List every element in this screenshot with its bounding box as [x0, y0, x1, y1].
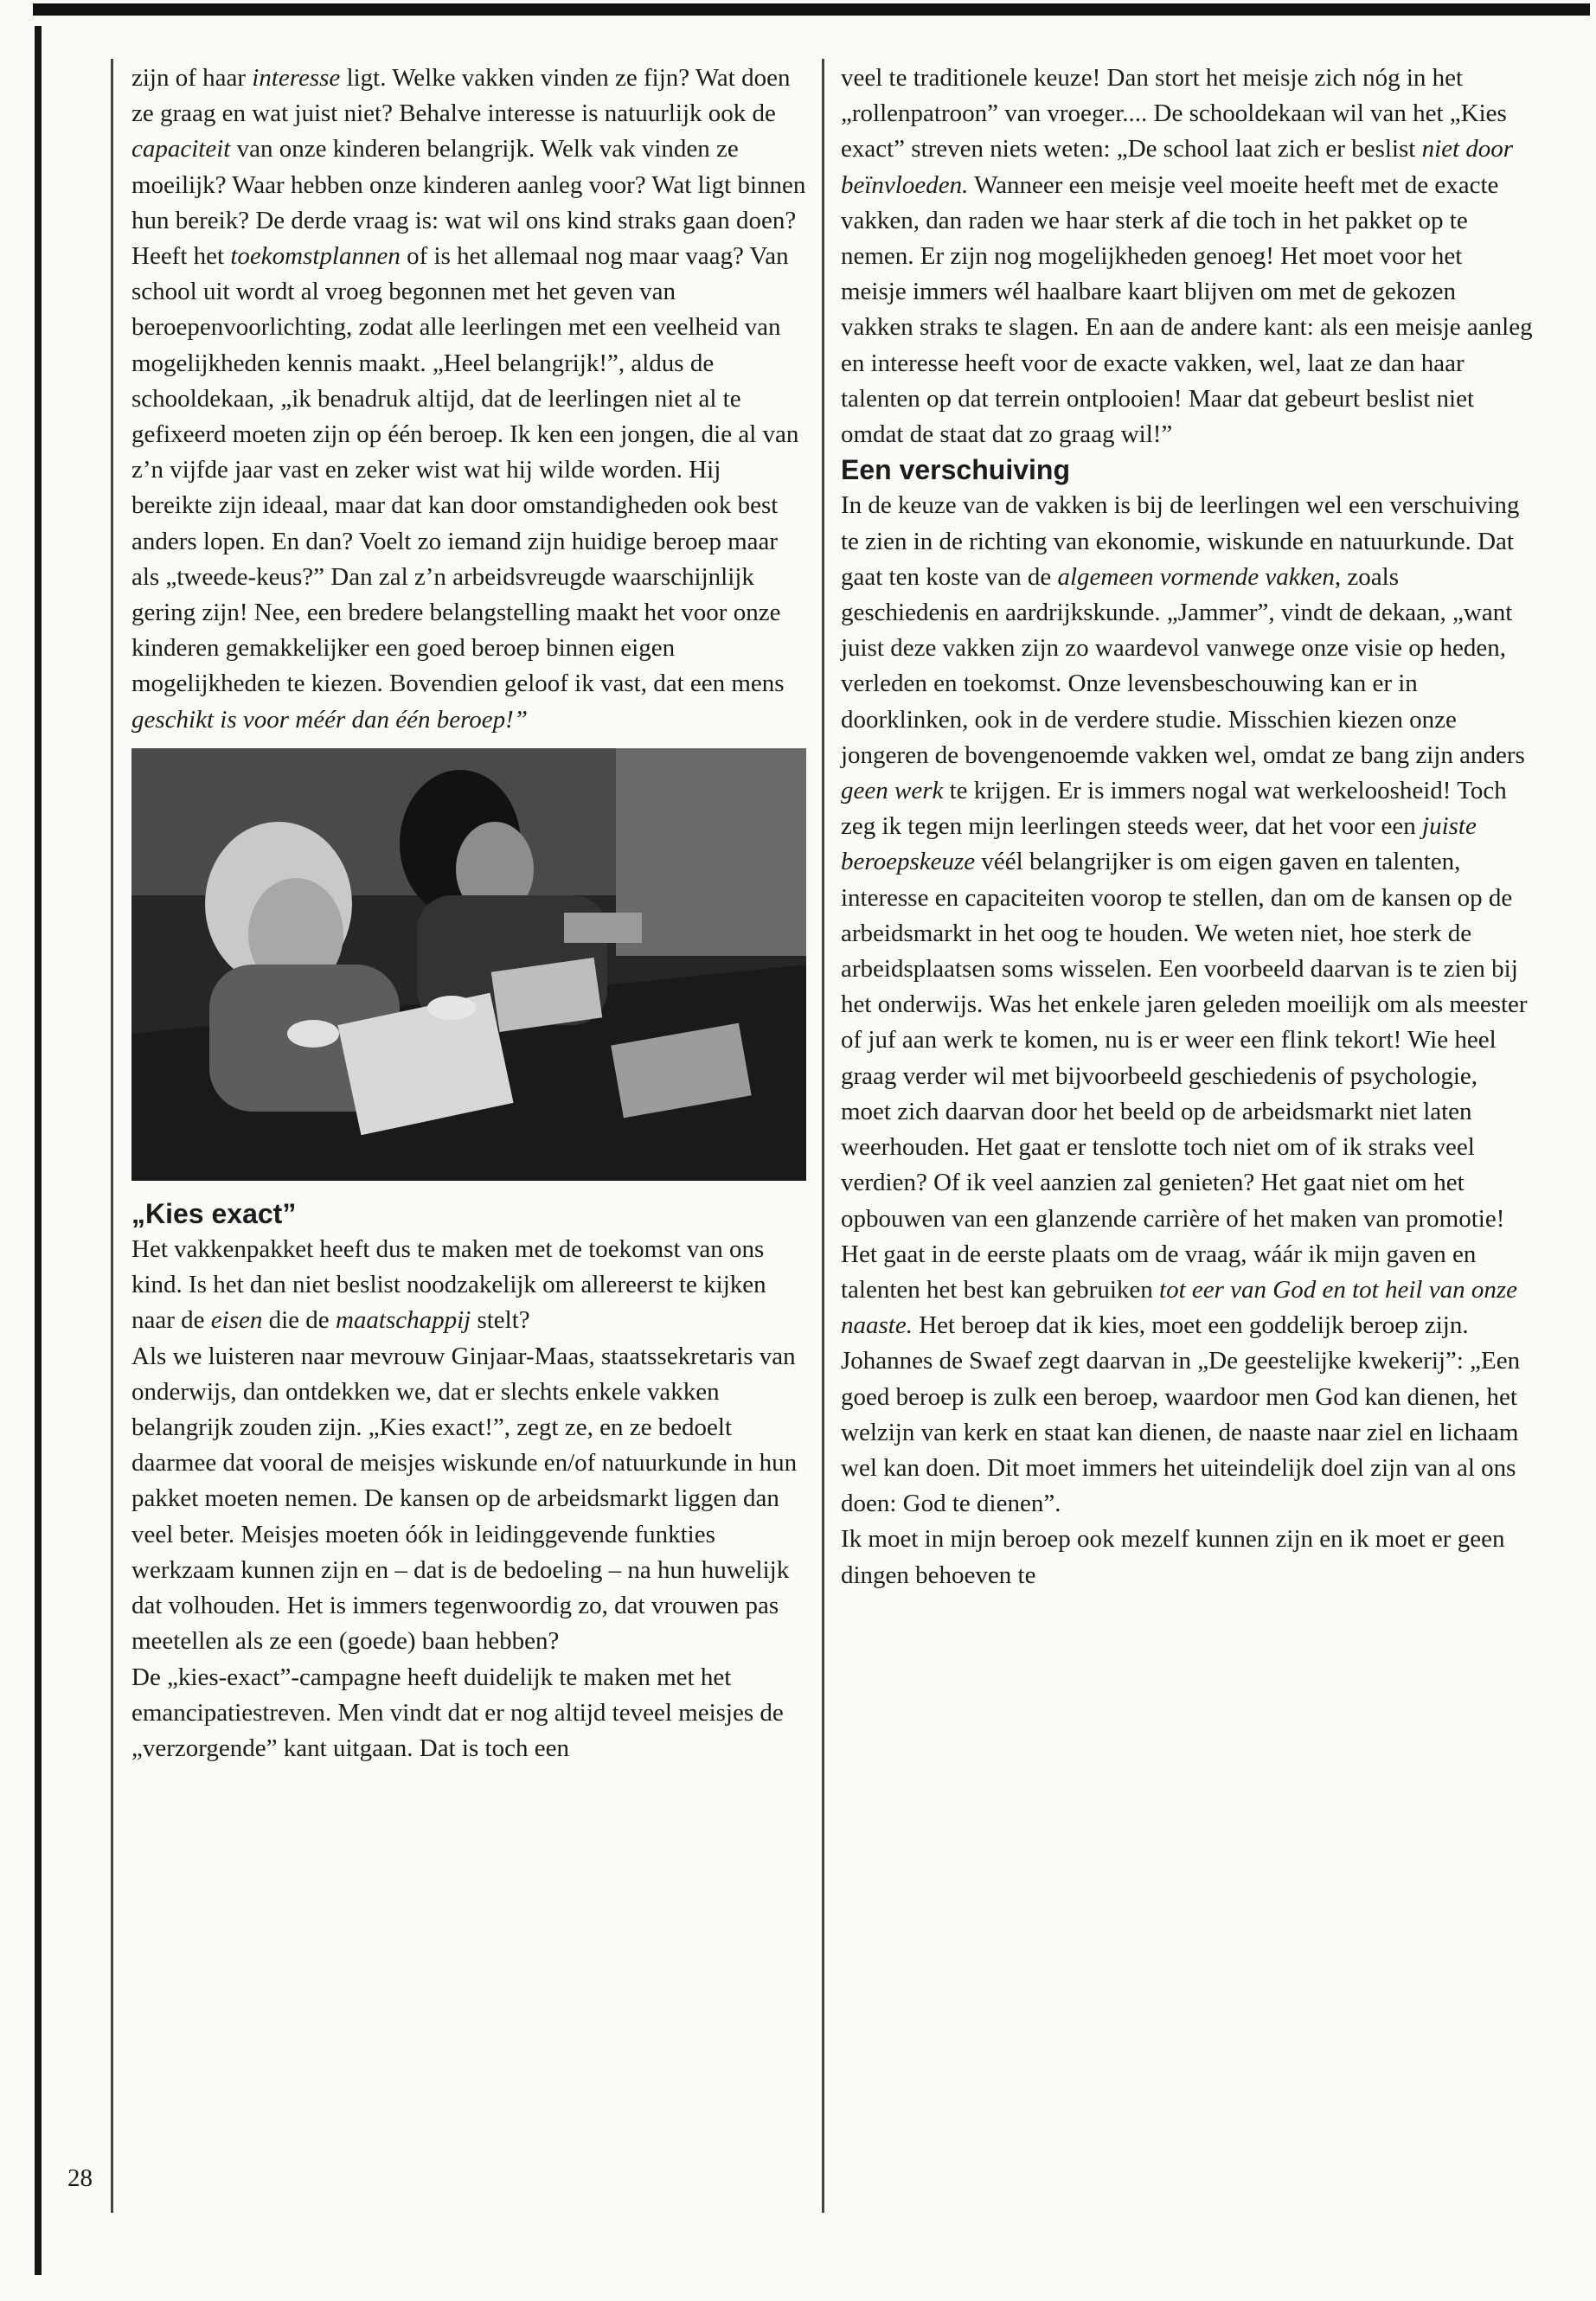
emphasis: juiste beroepskeuze: [841, 812, 1477, 876]
left-column-rule: [111, 59, 113, 2213]
left-intro-paragraph: zijn of haar interesse ligt. Welke vakken vinden ze fijn? Wat doen ze graag en wat juist niet? Behalve interesse is natuurlijk ook de capaciteit van onze kinderen belangrijk. Welk vak vinden ze moeilijk? Waar hebben onze kinderen aanleg voor? Wat ligt binnen hun bereik? De derde vraag is: wat wil ons kind straks gaan doen? Heeft het toekomstplannen of is het allemaal nog maar vaag? Van school uit wordt al vroeg begonnen met het geven van beroepenvoorlichting, zodat alle leerlingen met een veelheid van mogelijkheden kennis maakt. „Heel belangrijk!”, aldus de schooldekaan, „ik benadruk altijd, dat de leerlingen niet al te gefixeerd moeten zijn op één beroep. Ik ken een jongen, die al van z’n vijfde jaar vast en zeker wist wat hij wilde worden. Hij bereikte zijn ideaal, maar dat kan door omstandigheden ook best anders lopen. En dan? Voelt zo iemand zijn huidige beroep maar als „tweede-keus?” Dan zal z’n arbeidsvreugde waarschijnlijk gering zijn! Nee, een bredere belangstelling maakt het voor onze kinderen gemakkelijker een goed beroep binnen eigen mogelijkheden te kiezen. Bovendien geloof ik vast, dat een mens geschikt is voor méér dan één beroep!”: [131, 64, 806, 734]
top-rule: [33, 3, 1590, 16]
emphasis: toekomstplannen: [230, 242, 401, 271]
page-edge-line: [35, 26, 42, 2275]
right-paragraph-3: Ik moet in mijn beroep ook mezelf kunnen zijn en ik moet er geen dingen behoeven te: [841, 1525, 1505, 1589]
right-paragraph-2: In de keuze van de vakken is bij de leerlingen wel een verschuiving te zien in de richting van ekonomie, wiskunde en natuurkunde. Dat gaat ten koste van de algemeen vormende vakken, zoals geschiedenis en aardrijkskunde. „Jammer”, vindt de dekaan, „want juist deze vakken zijn zo waardevol vanwege onze visie op heden, verleden en toekomst. Onze levensbeschouwing kan er in doorklinken, ook in de verdere studie. Misschien kiezen onze jongeren de bovengenoemde vakken wel, omdat ze bang zijn anders geen werk te krijgen. Er is immers nogal wat werkeloosheid! Toch zeg ik tegen mijn leerlingen steeds weer, dat het voor een juiste beroepskeuze véél belangrijker is om eigen gaven en talenten, interesse en capaciteiten voorop te stellen, dan om de kansen op de arbeidsmarkt in het oog te houden. We weten niet, hoe sterk de arbeidsplaatsen soms wisselen. Een voorbeeld daarvan is te zien bij het onderwijs. Was het enkele jaren geleden moeilijk om als meester of juf aan werk te komen, nu is er weer een flink tekort! Wie heel graag verder wil met bijvoorbeeld geschiedenis of psychologie, moet zich daarvan door het beeld op de arbeidsmarkt niet laten weerhouden. Het gaat er tenslotte toch niet om of ik straks veel verdien? Of ik veel aanzien zal genieten? Het gaat niet om het opbouwen van een glanzende carrière of het maken van promotie! Het gaat in de eerste plaats om de vraag, wáár ik mijn gaven en talenten het best kan gebruiken tot eer van God en tot heil van onze naaste. Het beroep dat ik kies, moet een goddelijk beroep zijn. Johannes de Swaef zegt daarvan in „De geestelijke kwekerij”: „Een goed beroep is zulk een beroep, waardoor men God kan dienen, het welzijn van kerk en staat kan dienen, de naaste naar ziel en lichaam wel kan doen. Dit moet immers het uiteindelijk doel zijn van al ons doen: God te dienen”.: [841, 491, 1528, 1518]
left-paragraph-1: Het vakkenpakket heeft dus te maken met de toekomst van ons kind. Is het dan niet beslist noodzakelijk om allereerst te kijken naar de eisen die de maatschappij stelt?: [131, 1235, 766, 1335]
emphasis: tot eer van God en tot heil van onze naaste.: [841, 1275, 1517, 1340]
left-paragraph-2: Als we luisteren naar mevrouw Ginjaar-Maas, staatssekretaris van onderwijs, dan ontdekken we, dat er slechts enkele vakken belangrijk zouden zijn. „Kies exact!”, zegt ze, en ze bedoelt daarmee dat vooral de meisjes wiskunde en/of natuurkunde in hun pakket moeten nemen. De kansen op de arbeidsmarkt liggen dan veel beter. Meisjes moeten óók in leidinggevende funkties werkzaam kunnen zijn en – dat is de bedoeling – na hun huwelijk dat volhouden. Het is immers tegenwoordig zo, dat vrouwen pas meetellen als ze een (goede) baan hebben?: [131, 1342, 798, 1656]
emphasis: capaciteit: [131, 135, 231, 163]
photo-students-at-desk: [131, 748, 806, 1181]
emphasis: geen werk: [841, 777, 944, 805]
heading-een-verschuiving: Een verschuiving: [841, 454, 1070, 486]
emphasis: niet door beïnvloeden.: [841, 135, 1514, 199]
left-column: [131, 61, 806, 1766]
heading-kies-exact: „Kies exact”: [131, 1197, 297, 1229]
emphasis: geschikt is voor méér dan één beroep!”: [131, 705, 528, 734]
left-paragraph-3: De „kies-exact”-campagne heeft duidelijk te maken met het emancipatiestreven. Men vindt dat er nog altijd teveel meisjes de „verzorgende” kant uitgaan. Dat is toch een: [131, 1663, 784, 1762]
page-number: 28: [67, 2164, 93, 2192]
emphasis: algemeen vormende vakken,: [1057, 562, 1342, 591]
emphasis: maatschappij: [335, 1306, 471, 1335]
center-column-rule: [822, 59, 824, 2213]
emphasis: eisen: [210, 1306, 263, 1335]
right-paragraph-1: veel te traditionele keuze! Dan stort het meisje zich nóg in het „rollenpatroon” van vroeger.... De schooldekaan wil van het „Kies exact” streven niets weten: „De school laat zich er beslist niet door beïnvloeden. Wanneer een meisje veel moeite heeft met de exacte vakken, dan raden we haar sterk af die toch in het pakket op te nemen. Er zijn nog mogelijkheden genoeg! Het moet voor het meisje immers wél haalbare kaart blijven om met de gekozen vakken straks te slagen. En aan de andere kant: als een meisje aanleg en interesse heeft voor de exacte vakken, wel, laat ze dan haar talenten op dat terrein ontplooien! Maar dat gebeurt beslist niet omdat de staat dat zo graag wil!”: [841, 64, 1533, 449]
students-photo: [131, 748, 806, 1181]
right-column: [841, 61, 1533, 1593]
emphasis: interesse: [252, 64, 341, 92]
